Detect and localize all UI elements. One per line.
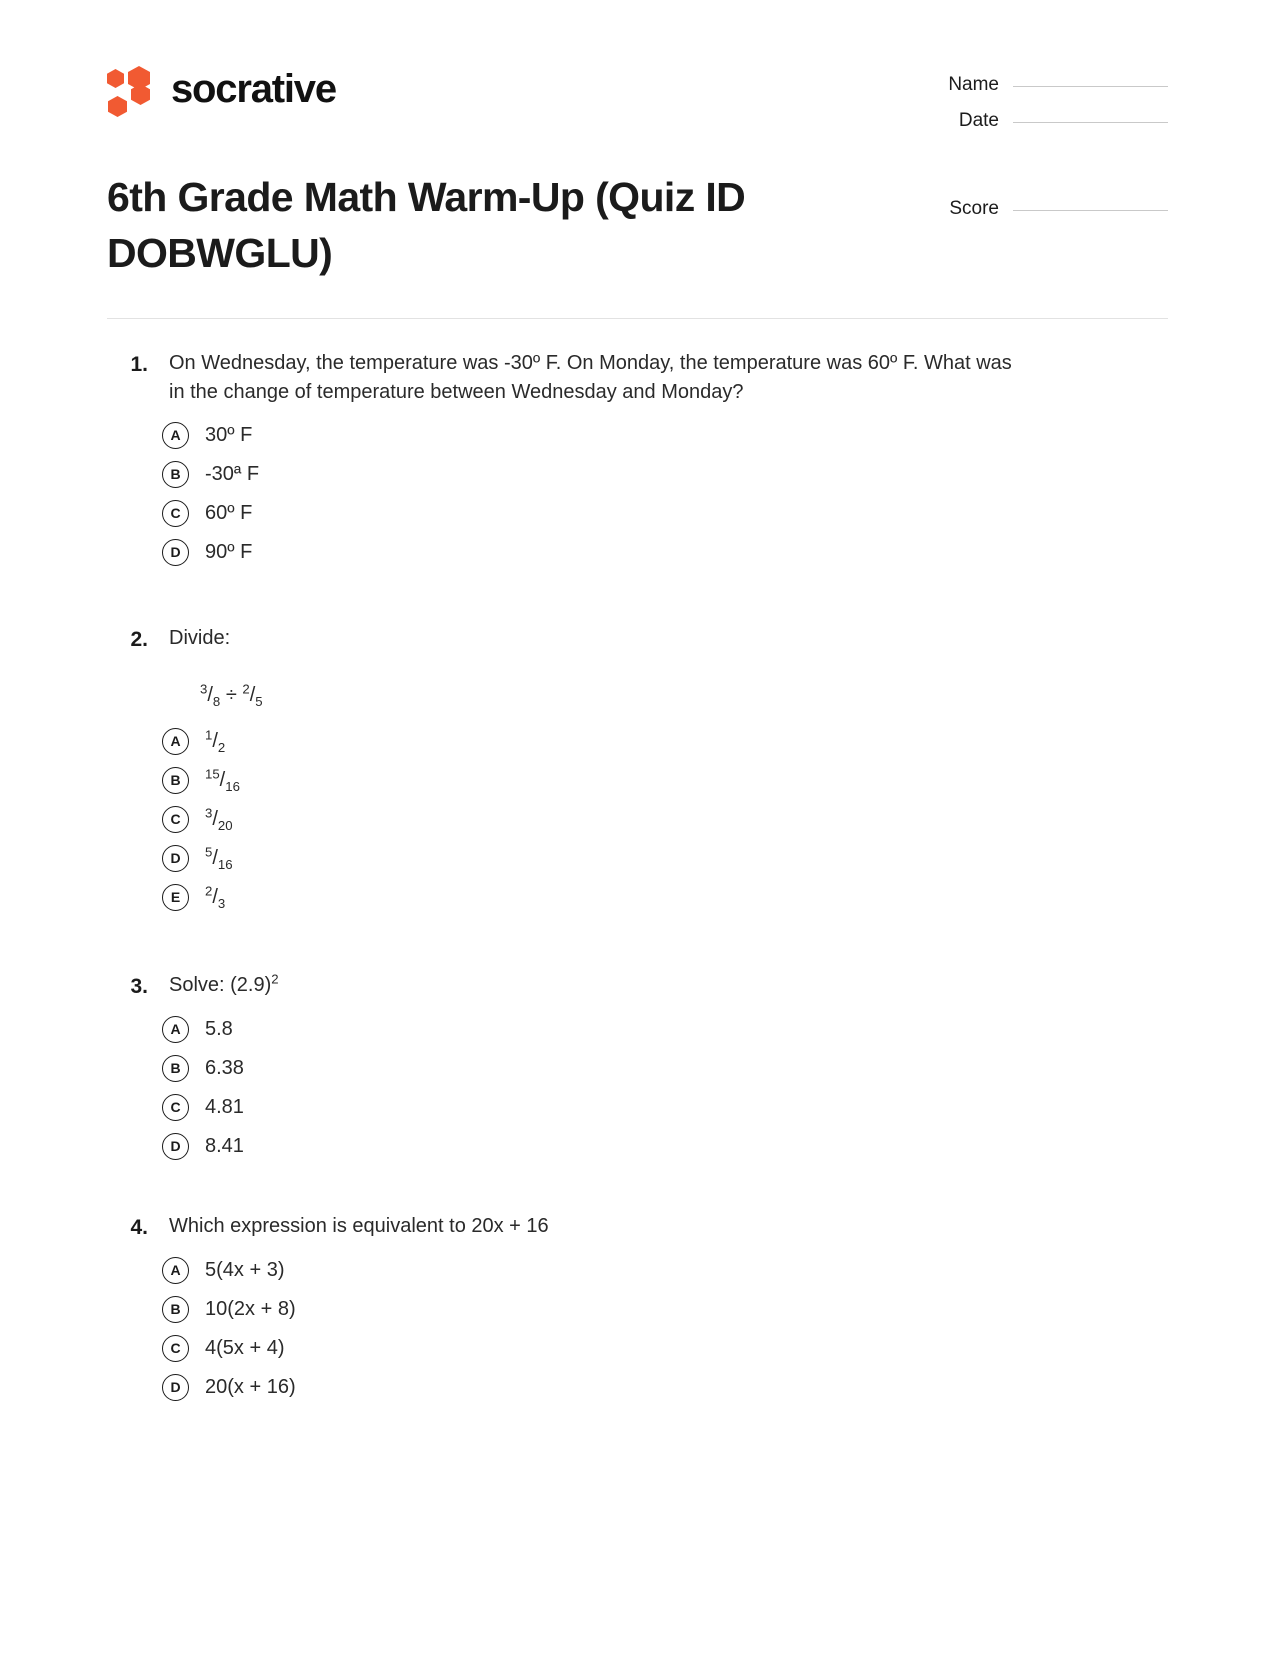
option-label: 6.38: [205, 1056, 244, 1079]
option-bubble-c[interactable]: C: [162, 1094, 189, 1121]
question-4-text: Which expression is equivalent to 20x + 16: [169, 1214, 549, 1237]
option-row[interactable]: [107, 1374, 1168, 1401]
header-divider: [107, 318, 1168, 319]
fraction-denominator: 3: [217, 895, 226, 911]
name-field-row: [918, 74, 1168, 96]
option-row[interactable]: [107, 500, 1168, 527]
fraction-slash: /: [249, 683, 256, 706]
option-row[interactable]: [107, 422, 1168, 449]
fraction-slash: /: [207, 683, 213, 706]
date-input-line[interactable]: [1013, 122, 1168, 123]
question-3-prompt: Solve: (2.9): [169, 973, 272, 996]
fraction-numerator: 2: [242, 681, 250, 697]
option-bubble-b[interactable]: B: [162, 461, 189, 488]
option-row[interactable]: [107, 845, 1168, 872]
option-row[interactable]: [107, 1094, 1168, 1121]
option-bubble-a[interactable]: A: [162, 1257, 189, 1284]
option-label: 90º F: [205, 540, 253, 563]
exponent: 2: [271, 971, 279, 987]
option-label: 30º F: [205, 423, 253, 446]
option-label: 20(x + 16): [205, 1375, 296, 1398]
option-bubble-d[interactable]: D: [162, 539, 189, 566]
question-2: [107, 624, 1168, 911]
option-bubble-b[interactable]: B: [162, 767, 189, 794]
option-bubble-e[interactable]: E: [162, 884, 189, 911]
question-4: [107, 1212, 1168, 1401]
option-label: 5.8: [205, 1017, 233, 1040]
option-row[interactable]: [107, 1335, 1168, 1362]
question-3-options: [107, 1016, 1168, 1160]
fraction-numerator: 2: [205, 883, 213, 899]
score-label: Score: [949, 198, 999, 219]
fraction-denominator: 20: [217, 817, 233, 833]
question-3-number: 3.: [130, 974, 148, 998]
score-input-line[interactable]: [1013, 210, 1168, 211]
option-bubble-c[interactable]: C: [162, 500, 189, 527]
brand-and-title: [107, 62, 847, 282]
option-row[interactable]: [107, 806, 1168, 833]
hexagon-logo-icon: [107, 66, 153, 114]
question-4-options: [107, 1257, 1168, 1401]
option-label: -30ª F: [205, 462, 260, 485]
name-input-line[interactable]: [1013, 86, 1168, 87]
name-label: Name: [948, 74, 999, 95]
option-row[interactable]: [107, 539, 1168, 566]
fraction-numerator: 3: [200, 681, 208, 697]
question-1-text: On Wednesday, the temperature was -30º F. On Monday, the temperature was 60º F. What was in the change of temperature between Wednesday and Monday?: [169, 351, 1012, 404]
option-row[interactable]: [107, 728, 1168, 755]
socrative-logo: [107, 62, 847, 118]
option-label: 8.41: [205, 1134, 244, 1157]
question-2-expression: [200, 682, 1168, 708]
option-bubble-c[interactable]: C: [162, 806, 189, 833]
option-row[interactable]: [107, 884, 1168, 911]
question-1-number: 1.: [130, 352, 148, 376]
option-label: 4.81: [205, 1095, 244, 1118]
date-label: Date: [958, 110, 999, 131]
option-bubble-d[interactable]: D: [162, 1133, 189, 1160]
question-4-number: 4.: [130, 1215, 148, 1239]
page-title: 6th Grade Math Warm-Up (Quiz ID DOBWGLU): [107, 174, 746, 276]
option-label: $^2/_3$: [205, 883, 226, 911]
questions-list: [0, 349, 1275, 1401]
option-label: 60º F: [205, 501, 253, 524]
option-bubble-c[interactable]: C: [162, 1335, 189, 1362]
option-bubble-a[interactable]: A: [162, 1016, 189, 1043]
division-operator: ÷: [225, 683, 237, 706]
option-row[interactable]: [107, 1055, 1168, 1082]
score-field-row: [918, 198, 1168, 220]
option-row[interactable]: [107, 1016, 1168, 1043]
fraction-numerator: 5: [205, 844, 213, 860]
fraction-denominator: 16: [217, 856, 233, 872]
option-label: $^5/_{16}$: [205, 844, 233, 872]
question-3: [107, 971, 1168, 1160]
student-meta-fields: [918, 62, 1168, 234]
fraction-denominator: 5: [255, 693, 263, 709]
option-label: 4(5x + 4): [205, 1336, 285, 1359]
fraction-numerator: 3: [205, 805, 213, 821]
page-header: [0, 0, 1275, 282]
option-bubble-b[interactable]: B: [162, 1296, 189, 1323]
option-bubble-d[interactable]: D: [162, 1374, 189, 1401]
option-row[interactable]: [107, 767, 1168, 794]
option-label: 10(2x + 8): [205, 1297, 296, 1320]
question-3-text: [169, 971, 279, 1001]
option-row[interactable]: [107, 1257, 1168, 1284]
fraction-denominator: 16: [225, 778, 240, 794]
option-row[interactable]: [107, 1296, 1168, 1323]
option-row[interactable]: [107, 461, 1168, 488]
option-bubble-d[interactable]: D: [162, 845, 189, 872]
fraction-numerator: 15: [205, 766, 220, 782]
brand-name: socrative: [171, 67, 336, 111]
option-label: 5(4x + 3): [205, 1258, 285, 1281]
option-label: $^{15}/_{16}$: [205, 766, 240, 794]
option-label: $^1/_2$: [205, 727, 226, 755]
question-2-number: 2.: [130, 627, 148, 651]
fraction-numerator: 1: [205, 727, 213, 743]
fraction-denominator: 2: [217, 739, 226, 755]
option-label: $^3/_{20}$: [205, 805, 233, 833]
fraction-denominator: 8: [212, 693, 221, 709]
question-2-options: [107, 728, 1168, 911]
question-1: [107, 349, 1168, 566]
option-bubble-a[interactable]: A: [162, 422, 189, 449]
question-2-text: Divide:: [169, 626, 231, 649]
option-bubble-a[interactable]: A: [162, 728, 189, 755]
option-row[interactable]: [107, 1133, 1168, 1160]
question-1-options: [107, 422, 1168, 566]
option-bubble-b[interactable]: B: [162, 1055, 189, 1082]
date-field-row: [918, 110, 1168, 132]
